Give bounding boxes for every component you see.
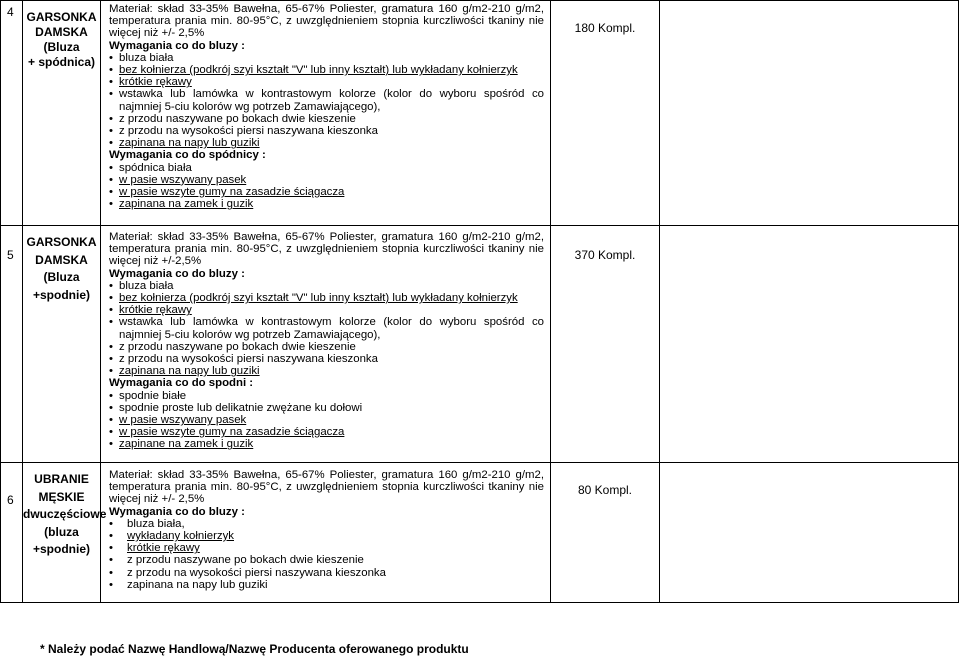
requirements-list (109, 280, 544, 378)
item-name-cell (23, 226, 101, 463)
item-name (23, 471, 107, 559)
list-item: • zapinana na napy lub guziki (109, 579, 544, 591)
table-row (1, 1, 959, 226)
requirements-list (109, 518, 544, 591)
row-number: 5 (7, 248, 14, 262)
item-name-line: + spódnica) (27, 55, 95, 69)
item-name-line: UBRANIE (34, 472, 89, 486)
quantity-cell (551, 463, 660, 603)
list-item: • w pasie wszywany pasek (109, 414, 544, 426)
item-name-cell (23, 1, 101, 226)
list-item: • z przodu naszywane po bokach dwie kieszenie (109, 554, 544, 566)
list-item: • krótkie rękawy (109, 304, 544, 316)
quantity: 180 Kompl. (574, 21, 636, 35)
item-name-line: MĘSKIE (38, 489, 85, 504)
material-text: Materiał: skład 33-35% Bawełna, 65-67% Poliester, gramatura 160 g/m2-210 g/m2, temperatura prania min. 80-95°C, z uwzględnieniem stopnia kurczliwości tkaniny nie więcej niż +/- 2,5% (109, 3, 544, 40)
item-description (101, 231, 550, 451)
row-number: 4 (7, 5, 14, 19)
item-description (101, 3, 550, 210)
list-item: • krótkie rękawy (109, 542, 544, 554)
list-item: • bluza biała, (109, 518, 544, 530)
list-item: • w pasie wszyte gumy na zasadzie ściągacza (109, 426, 544, 438)
item-name-line: GARSONKA (26, 235, 97, 249)
requirements-list (109, 390, 544, 451)
row-number: 6 (7, 493, 14, 507)
list-item: • w pasie wszyte gumy na zasadzie ściągacza (109, 186, 544, 198)
list-item: • wykładany kołnierzyk (109, 530, 544, 542)
quantity: 80 Kompl. (577, 483, 633, 497)
table-row (1, 463, 959, 603)
description-cell (101, 1, 551, 226)
material-text: Materiał: skład 33-35% Bawełna, 65-67% Poliester, gramatura 160 g/m2-210 g/m2, temperatura prania min. 80-95°C, z uwzględnieniem stopnia kurczliwości tkaniny nie więcej niż +/- 2,5% (109, 469, 544, 506)
list-item: • bluza biała (109, 280, 544, 292)
extra-cell (660, 1, 959, 226)
requirements-list (109, 52, 544, 150)
quantity: 370 Kompl. (574, 248, 636, 262)
section-heading: Wymagania co do bluzy : (109, 39, 245, 52)
extra-cell (660, 463, 959, 603)
item-name-line: DAMSKA (35, 252, 88, 267)
list-item: • z przodu na wysokości piersi naszywana kieszonka (109, 567, 544, 579)
row-number-cell (1, 1, 23, 226)
list-item: • bez kołnierza (podkrój szyi kształt "V" lub inny kształt) lub wykładany kołnierzyk (109, 64, 544, 76)
section-heading: Wymagania co do spódnicy : (109, 149, 266, 162)
footnote: * Należy podać Nazwę Handlową/Nazwę Producenta oferowanego produktu (40, 642, 469, 656)
section-heading: Wymagania co do spodni : (109, 377, 254, 390)
list-item: • spódnica biała (109, 162, 544, 174)
section-heading: Wymagania co do bluzy : (109, 267, 245, 280)
list-item: • w pasie wszywany pasek (109, 174, 544, 186)
requirements-list (109, 162, 544, 211)
list-item: • z przodu naszywane po bokach dwie kieszenie (109, 341, 544, 353)
list-item: • z przodu na wysokości piersi naszywana kieszonka (109, 125, 544, 137)
item-name-line: (Bluza (43, 270, 80, 284)
item-name-line: +spodnie) (32, 287, 90, 302)
material-text: Materiał: skład 33-35% Bawełna, 65-67% Poliester, gramatura 160 g/m2-210 g/m2, temperatura prania min. 80-95°C, z uwzględnieniem stopnia kurczliwości tkaniny nie więcej niż +/-2,5% (109, 231, 544, 268)
item-name-line: dwuczęściowe (23, 507, 107, 521)
item-name (23, 234, 100, 304)
list-item: • zapinana na napy lub guziki (109, 137, 544, 149)
extra-cell (660, 226, 959, 463)
list-item: • spodnie proste lub delikatnie zwężane ku dołowi (109, 402, 544, 414)
list-item: • zapinana na zamek i guzik (109, 198, 544, 210)
row-number-cell (1, 463, 23, 603)
item-description (101, 469, 550, 591)
list-item: • zapinana na napy lub guziki (109, 365, 544, 377)
list-item: • z przodu naszywane po bokach dwie kieszenie (109, 113, 544, 125)
section-heading: Wymagania co do bluzy : (109, 505, 245, 518)
list-item: • bez kołnierza (podkrój szyi kształt "V" lub inny kształt) lub wykładany kołnierzyk (109, 292, 544, 304)
item-name-line: (bluza (44, 524, 79, 539)
list-item: • wstawka lub lamówka w kontrastowym kolorze (kolor do wyboru spośród co najmniej 5-ciu kolorów wg potrzeb Zamawiającego), (109, 316, 544, 340)
item-name-line: (Bluza (43, 40, 80, 54)
list-item: • zapinane na zamek i guzik (109, 438, 544, 450)
description-cell (101, 463, 551, 603)
item-name-line: GARSONKA (26, 10, 97, 24)
row-number-cell (1, 226, 23, 463)
description-cell (101, 226, 551, 463)
list-item: • wstawka lub lamówka w kontrastowym kolorze (kolor do wyboru spośród co najmniej 5-ciu kolorów wg potrzeb Zamawiającego), (109, 88, 544, 112)
list-item: • bluza biała (109, 52, 544, 64)
table-row (1, 226, 959, 463)
list-item: • spodnie białe (109, 390, 544, 402)
item-name-line: DAMSKA (35, 25, 88, 39)
quantity-cell (551, 1, 660, 226)
quantity-cell (551, 226, 660, 463)
item-name (23, 10, 100, 70)
item-name-line: +spodnie) (32, 542, 90, 556)
list-item: • z przodu na wysokości piersi naszywana kieszonka (109, 353, 544, 365)
list-item: • krótkie rękawy (109, 76, 544, 88)
item-name-cell (23, 463, 107, 603)
